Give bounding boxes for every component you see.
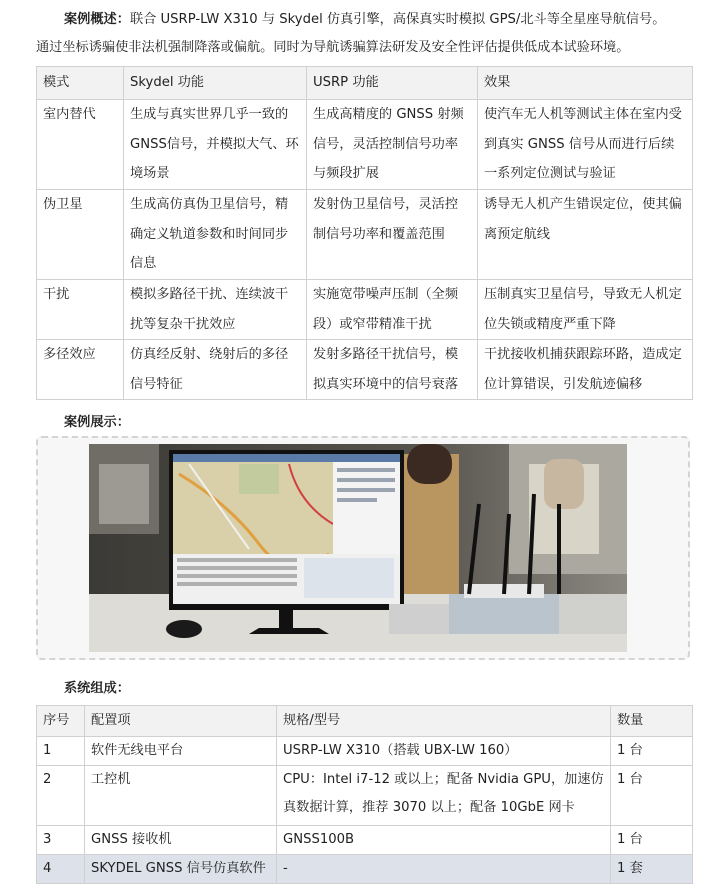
cell-quantity: 1 台 xyxy=(611,826,693,855)
cell-spec: GNSS100B xyxy=(277,826,611,855)
modes-table xyxy=(36,66,693,400)
cell-item: 软件无线电平台 xyxy=(85,737,277,766)
cell-quantity: 1 台 xyxy=(611,737,693,766)
cell-spec: USRP-LW X310（搭载 UBX-LW 160） xyxy=(277,737,611,766)
cell-effect: 压制真实卫星信号，导致无人机定位失锁或精度严重下降 xyxy=(478,280,693,340)
cell-item: 工控机 xyxy=(85,766,277,826)
cell-spec: - xyxy=(277,855,611,884)
cell-mode: 多径效应 xyxy=(37,340,124,400)
header-spec: 规格/型号 xyxy=(277,706,611,737)
cell-usrp: 发射伪卫星信号，灵活控制信号功率和覆盖范围 xyxy=(307,190,478,280)
cell-mode: 伪卫星 xyxy=(37,190,124,280)
cell-quantity: 1 套 xyxy=(611,855,693,884)
table-row xyxy=(37,190,693,280)
intro-line-2: 通过坐标诱骗使非法机强制降落或偏航。同时为导航诱骗算法研发及安全性评估提供低成本试验环境。 xyxy=(36,40,630,55)
table-row xyxy=(37,766,693,826)
cell-item: SKYDEL GNSS 信号仿真软件 xyxy=(85,855,277,884)
table-row xyxy=(37,855,693,884)
cell-index: 3 xyxy=(37,826,85,855)
header-effect: 效果 xyxy=(478,67,693,100)
intro-line-1 xyxy=(36,6,696,34)
header-mode: 模式 xyxy=(37,67,124,100)
table-row xyxy=(37,737,693,766)
header-quantity: 数量 xyxy=(611,706,693,737)
cell-usrp: 生成高精度的 GNSS 射频信号，灵活控制信号功率与频段扩展 xyxy=(307,100,478,190)
cell-skydel: 模拟多路径干扰、连续波干扰等复杂干扰效应 xyxy=(124,280,307,340)
cell-mode: 干扰 xyxy=(37,280,124,340)
header-item: 配置项 xyxy=(85,706,277,737)
cell-effect: 干扰接收机捕获跟踪环路，造成定位计算错误，引发航迹偏移 xyxy=(478,340,693,400)
system-table xyxy=(36,705,693,884)
table-row xyxy=(37,100,693,190)
cell-skydel: 生成与真实世界几乎一致的GNSS信号，并模拟大气、环境场景 xyxy=(124,100,307,190)
cell-spec: CPU：Intel i7-12 或以上；配备 Nvidia GPU，加速仿真数据计算，推荐 3070 以上；配备 10GbE 网卡 xyxy=(277,766,611,826)
cell-item: GNSS 接收机 xyxy=(85,826,277,855)
cell-quantity: 1 台 xyxy=(611,766,693,826)
cell-index: 1 xyxy=(37,737,85,766)
showcase-photo xyxy=(89,444,627,652)
cell-effect: 诱导无人机产生错误定位，使其偏离预定航线 xyxy=(478,190,693,280)
cell-index: 4 xyxy=(37,855,85,884)
header-skydel: Skydel 功能 xyxy=(124,67,307,100)
cell-usrp: 实施宽带噪声压制（全频段）或窄带精准干扰 xyxy=(307,280,478,340)
cell-effect: 使汽车无人机等测试主体在室内受到真实 GNSS 信号从而进行后续一系列定位测试与验证 xyxy=(478,100,693,190)
intro-text-1: 联合 USRP-LW X310 与 Skydel 仿真引擎，高保真实时模拟 GPS/北斗等全星座导航信号。 xyxy=(129,12,666,27)
intro-label: 案例概述： xyxy=(64,12,130,27)
table-header-row xyxy=(37,706,693,737)
exhibition-photo-illustration xyxy=(89,444,627,652)
cell-usrp: 发射多路径干扰信号，模拟真实环境中的信号衰落 xyxy=(307,340,478,400)
table-row xyxy=(37,826,693,855)
cell-index: 2 xyxy=(37,766,85,826)
cell-skydel: 生成高仿真伪卫星信号，精确定义轨道参数和时间同步信息 xyxy=(124,190,307,280)
table-row xyxy=(37,280,693,340)
header-usrp: USRP 功能 xyxy=(307,67,478,100)
system-title: 系统组成： xyxy=(64,681,130,696)
cell-mode: 室内替代 xyxy=(37,100,124,190)
showcase-photo-frame xyxy=(36,436,690,660)
table-row xyxy=(37,340,693,400)
cell-skydel: 仿真经反射、绕射后的多径信号特征 xyxy=(124,340,307,400)
showcase-title: 案例展示： xyxy=(64,415,130,430)
intro-paragraph xyxy=(36,6,696,62)
header-index: 序号 xyxy=(37,706,85,737)
table-header-row xyxy=(37,67,693,100)
